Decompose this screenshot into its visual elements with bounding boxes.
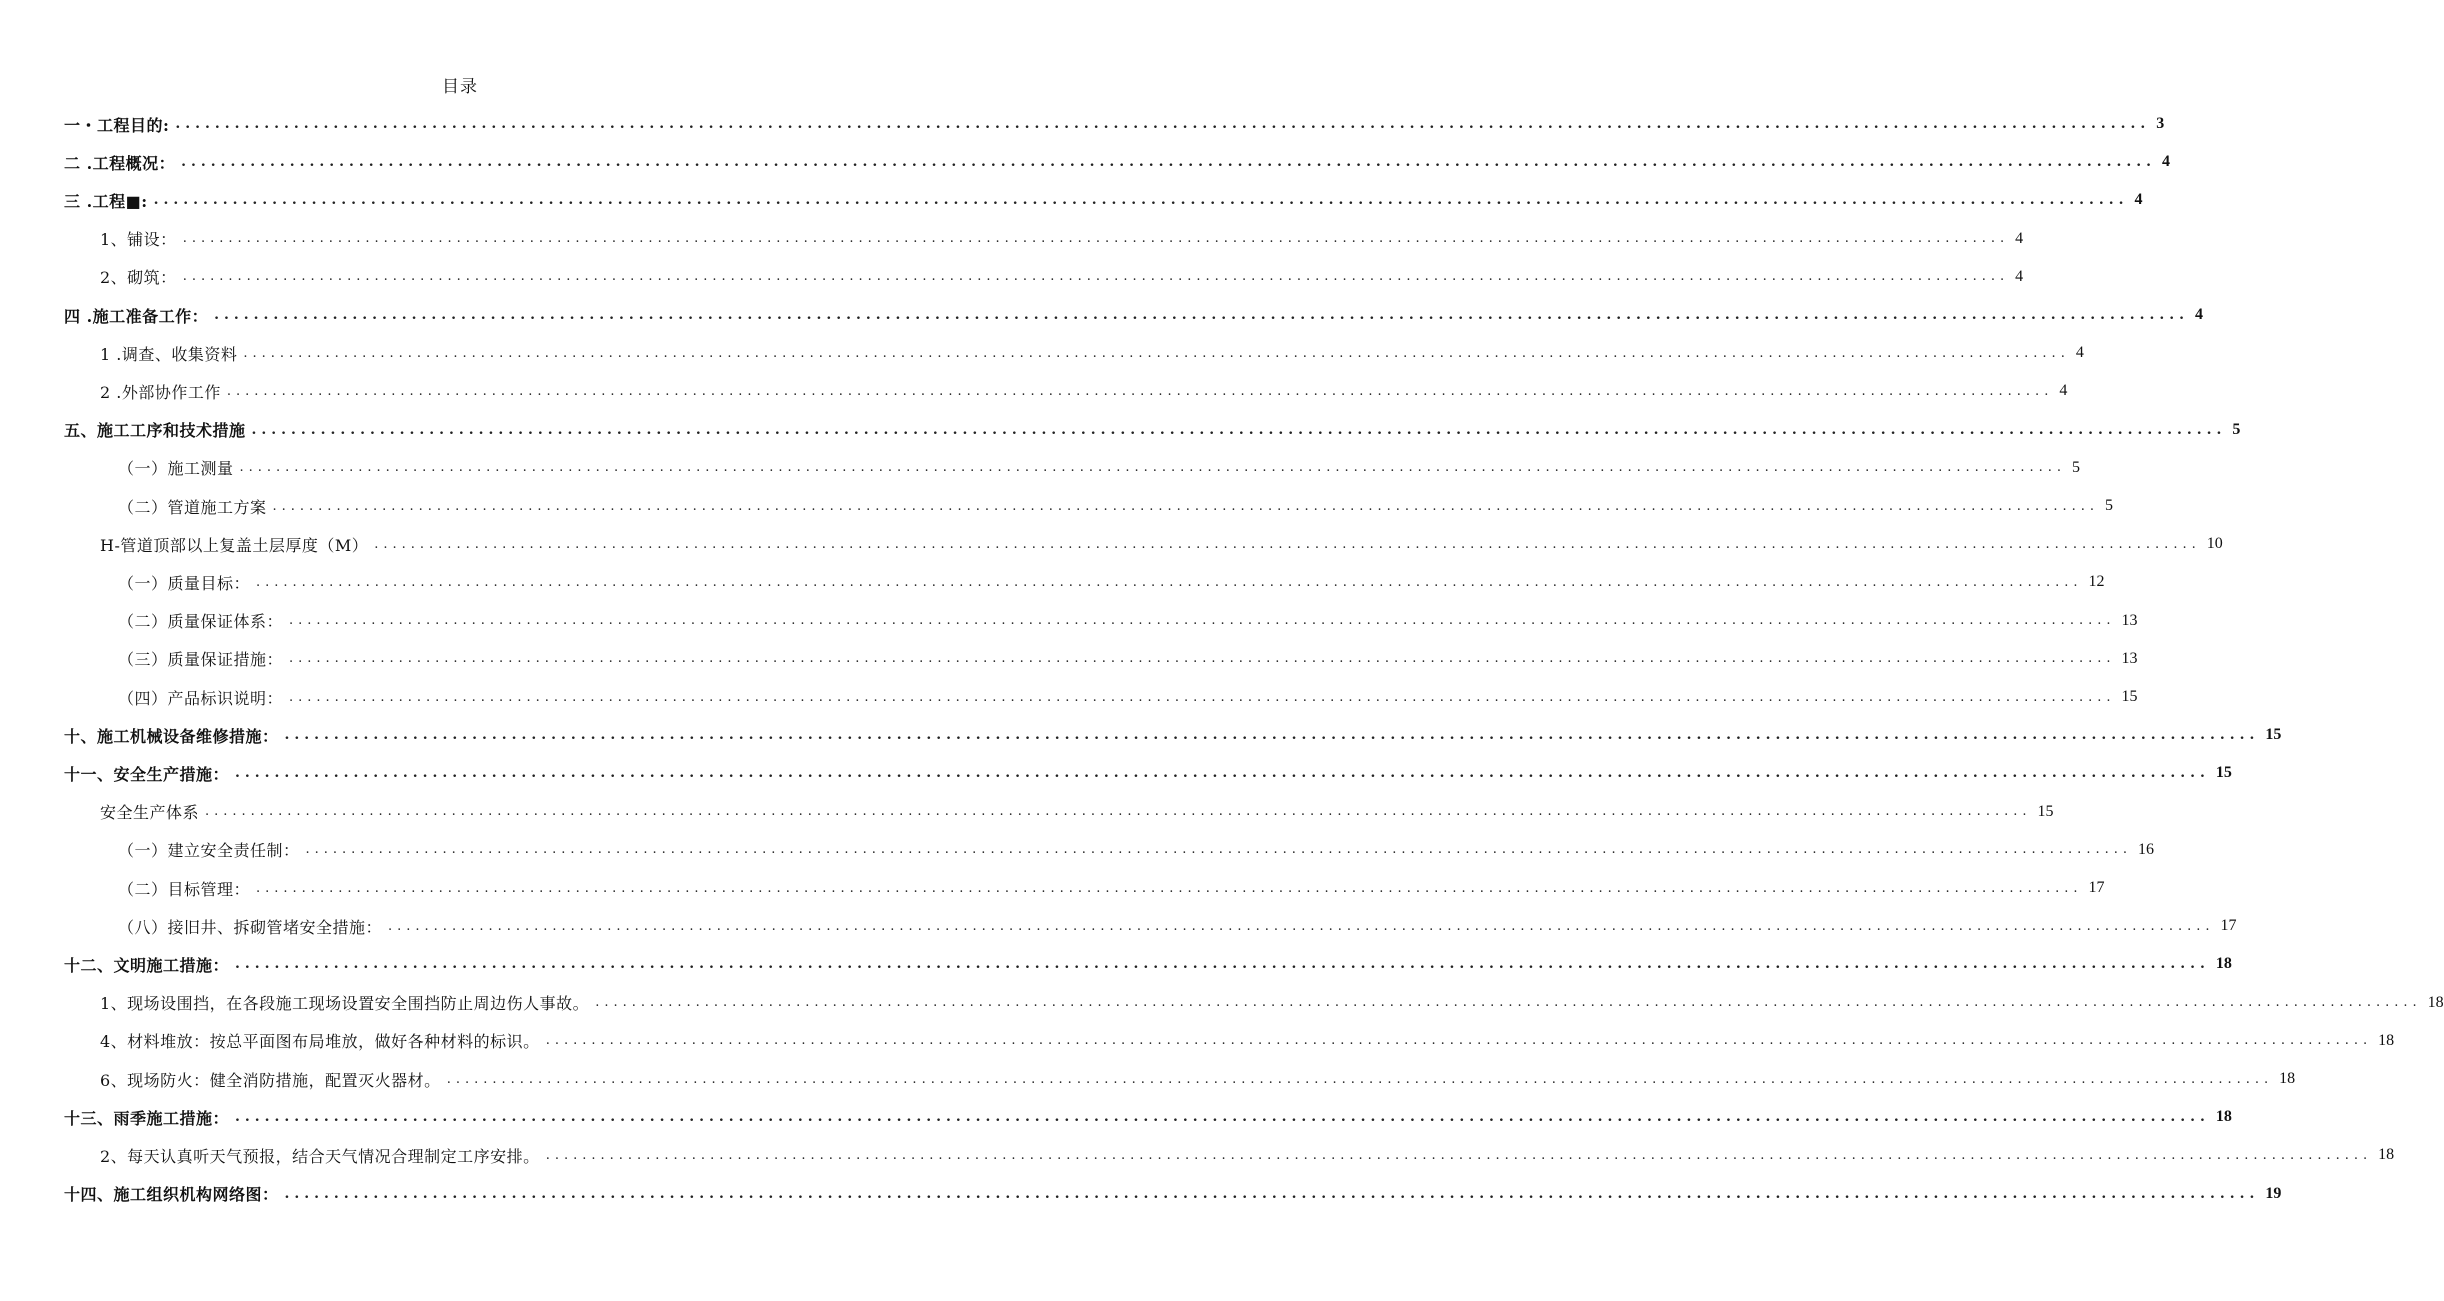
toc-entry[interactable] <box>0 297 2203 333</box>
toc-leader-dots: ........................................................................................................................................................................................................ <box>256 880 2083 896</box>
toc-entry-label: 十、施工机械设备维修措施： <box>64 726 279 746</box>
toc-entry-page-number: 10 <box>2206 535 2223 553</box>
toc-entry-page-number: 5 <box>2071 458 2080 476</box>
toc-entry-page-number: 18 <box>2279 1070 2296 1087</box>
toc-entry[interactable] <box>0 526 2223 562</box>
toc-entry-page-number: 19 <box>2265 1184 2282 1202</box>
toc-entry-label: （一）建立安全责任制： <box>118 841 300 861</box>
toc-leader-dots: ........................................................................................................................................................................................................ <box>289 613 2116 629</box>
toc-entry-label: （二）目标管理： <box>118 879 251 899</box>
toc-entry-label: 1、铺设： <box>100 230 177 250</box>
toc-entry-label: 4、材料堆放：按总平面图布局堆放，做好各种材料的标识。 <box>100 1032 540 1052</box>
toc-entry[interactable] <box>0 450 2080 486</box>
toc-entry-page-number: 4 <box>2059 382 2068 400</box>
toc-leader-dots: ........................................................................................................................................................................................................ <box>205 804 2032 820</box>
toc-entry[interactable] <box>0 641 2138 677</box>
toc-leader-dots: ........................................................................................................................................................................................................ <box>284 727 2260 744</box>
toc-leader-dots: ........................................................................................................................................................................................................ <box>235 1109 2210 1126</box>
toc-leader-dots: ........................................................................................................................................................................................................ <box>545 1033 2373 1049</box>
toc-entry-label: 十一、安全生产措施： <box>64 764 230 784</box>
toc-entry-label: 2、每天认真听天气预报，结合天气情况合理制定工序安排。 <box>100 1146 540 1166</box>
toc-entry[interactable] <box>0 679 2138 715</box>
toc-leader-dots: ........................................................................................................................................................................................................ <box>181 154 2156 171</box>
toc-leader-dots: ........................................................................................................................................................................................................ <box>272 498 2099 514</box>
toc-entry[interactable] <box>0 603 2138 639</box>
toc-leader-dots: ........................................................................................................................................................................................................ <box>251 421 2227 438</box>
toc-entry[interactable] <box>0 564 2105 600</box>
toc-entry-page-number: 12 <box>2088 573 2105 591</box>
toc-entry-page-number: 18 <box>2378 1031 2395 1049</box>
toc-entry[interactable] <box>0 946 2232 982</box>
toc-entry-page-number: 4 <box>2015 229 2024 247</box>
toc-entry-page-number: 15 <box>2121 688 2138 705</box>
toc-entry-page-number: 18 <box>2215 955 2232 973</box>
toc-entry-page-number: 4 <box>2075 344 2084 362</box>
toc-entry-page-number: 4 <box>2015 267 2024 285</box>
toc-entry-label: 四 .施工准备工作： <box>64 306 209 326</box>
toc-entry[interactable] <box>0 259 2024 295</box>
toc-leader-dots: ........................................................................................................................................................................................................ <box>305 842 2132 858</box>
toc-entry-label: （八）接旧井、拆砌管堵安全措施： <box>118 917 383 937</box>
toc-entry[interactable] <box>0 488 2113 524</box>
toc-entry-page-number: 5 <box>2104 497 2113 514</box>
toc-entry-page-number: 13 <box>2121 649 2138 667</box>
toc-entry-page-number: 17 <box>2088 879 2105 896</box>
toc-entry[interactable] <box>0 908 2237 944</box>
toc-leader-dots: ........................................................................................................................................................................................................ <box>226 383 2054 399</box>
toc-leader-dots: ........................................................................................................................................................................................................ <box>289 651 2116 667</box>
toc-leader-dots: ........................................................................................................................................................................................................ <box>388 918 2215 934</box>
toc-entry-page-number: 15 <box>2215 764 2232 782</box>
toc-entry-label: 三 .工程■: <box>64 191 148 211</box>
toc-leader-dots: ........................................................................................................................................................................................................ <box>175 116 2151 132</box>
toc-entry-label: （二）管道施工方案 <box>118 497 267 517</box>
toc-entry[interactable] <box>0 832 2154 868</box>
toc-leader-dots: ........................................................................................................................................................................................................ <box>235 765 2210 782</box>
toc-entry-page-number: 15 <box>2265 726 2282 744</box>
toc-leader-dots: ........................................................................................................................................................................................................ <box>284 1185 2260 1202</box>
toc-entry-label: 十二、文明施工措施： <box>64 955 230 975</box>
toc-leader-dots: ........................................................................................................................................................................................................ <box>374 536 2201 552</box>
toc-entry-page-number: 18 <box>2215 1108 2232 1126</box>
toc-entry-label: 安全生产体系 <box>100 803 200 823</box>
toc-entry[interactable] <box>0 144 2170 180</box>
toc-entry-page-number: 17 <box>2220 917 2237 935</box>
toc-leader-dots: ........................................................................................................................................................................................................ <box>235 956 2210 973</box>
toc-entry-label: 五、施工工序和技术措施 <box>64 421 246 441</box>
toc-entry[interactable] <box>0 106 2165 142</box>
toc-entry-page-number: 4 <box>2134 191 2143 209</box>
toc-entry-page-number: 4 <box>2194 306 2203 323</box>
toc-entry-label: 2、砌筑： <box>100 268 177 288</box>
toc-entry[interactable] <box>0 1099 2232 1135</box>
toc-entry-label: 1 .调查、收集资料 <box>100 344 238 364</box>
toc-entry[interactable] <box>0 717 2282 753</box>
toc-entry-page-number: 15 <box>2037 802 2054 820</box>
toc-entry-page-number: 18 <box>2378 1146 2395 1164</box>
toc-entry[interactable] <box>0 412 2241 448</box>
toc-entry-page-number: 18 <box>2427 993 2444 1011</box>
toc-leader-dots: ........................................................................................................................................................................................................ <box>214 307 2189 323</box>
toc-leader-dots: ........................................................................................................................................................................................................ <box>289 689 2116 705</box>
toc-leader-dots: ........................................................................................................................................................................................................ <box>545 1147 2373 1163</box>
toc-leader-dots: ........................................................................................................................................................................................................ <box>243 345 2070 361</box>
toc-entry-label: 二 .工程概况： <box>64 153 176 173</box>
toc-entry[interactable] <box>0 335 2084 371</box>
toc-entry-label: 十三、雨季施工措施： <box>64 1108 230 1128</box>
toc-entry[interactable] <box>0 985 2444 1021</box>
toc-entry[interactable] <box>0 870 2105 906</box>
toc-entry-label: （四）产品标识说明： <box>118 688 284 708</box>
toc-entry-label: 一・工程目的: <box>64 115 170 135</box>
toc-entry[interactable] <box>0 794 2054 830</box>
toc-entry[interactable] <box>0 1137 2395 1173</box>
toc-leader-dots: ........................................................................................................................................................................................................ <box>446 1071 2274 1087</box>
toc-entry-label: （一）质量目标： <box>118 573 251 593</box>
toc-entry-label: 6、现场防火：健全消防措施，配置灭火器材。 <box>100 1070 441 1090</box>
toc-entry[interactable] <box>0 1176 2282 1212</box>
toc-entry-label: （三）质量保证措施： <box>118 650 284 670</box>
toc-entry-label: （一）施工测量 <box>118 459 234 479</box>
toc-entry-label: 十四、施工组织机构网络图： <box>64 1185 279 1205</box>
toc-entry[interactable] <box>0 221 2024 257</box>
toc-entry-page-number: 13 <box>2121 611 2138 629</box>
toc-leader-dots: ........................................................................................................................................................................................................ <box>182 231 2010 247</box>
toc-leader-dots: ........................................................................................................................................................................................................ <box>595 995 2422 1011</box>
toc-entry[interactable] <box>0 182 2143 218</box>
toc-entry[interactable] <box>0 755 2232 791</box>
toc-entry[interactable] <box>0 373 2068 409</box>
toc-entry-page-number: 3 <box>2156 115 2165 132</box>
toc-entry-label: （二）质量保证体系： <box>118 612 284 632</box>
toc-entry[interactable] <box>0 1061 2296 1097</box>
toc-entry-page-number: 4 <box>2161 153 2170 171</box>
toc-title: 目录 <box>442 77 478 97</box>
toc-entry[interactable] <box>0 1023 2395 1059</box>
toc-leader-dots: ........................................................................................................................................................................................................ <box>182 269 2010 285</box>
toc-entry-page-number: 16 <box>2137 840 2154 858</box>
toc-entry-label: 2 .外部协作工作 <box>100 382 221 402</box>
toc-entry-label: 1、现场设围挡，在各段施工现场设置安全围挡防止周边伤人事故。 <box>100 994 590 1014</box>
toc-entry-label: H-管道顶部以上复盖土层厚度（M） <box>100 535 369 555</box>
toc-leader-dots: ........................................................................................................................................................................................................ <box>256 574 2083 590</box>
toc-leader-dots: ........................................................................................................................................................................................................ <box>153 192 2129 209</box>
toc-leader-dots: ........................................................................................................................................................................................................ <box>239 460 2066 476</box>
toc-entry-page-number: 5 <box>2232 420 2241 438</box>
